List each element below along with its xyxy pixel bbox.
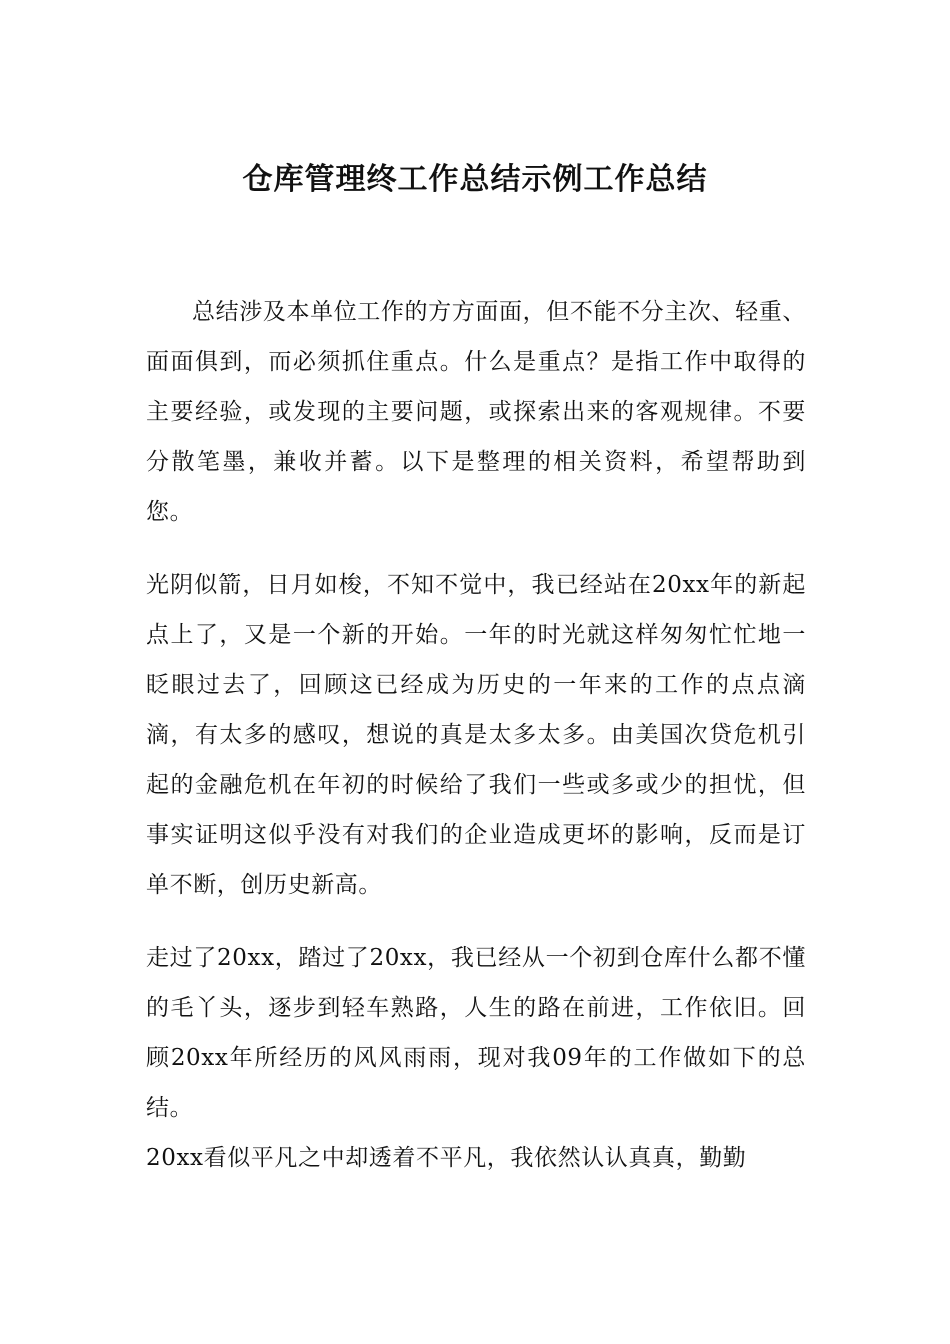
document-title: 仓库管理终工作总结示例工作总结 [242,162,708,197]
body-paragraph-1: 光阴似箭，日月如梭，不知不觉中，我已经站在20xx年的新起点上了，又是一个新的开始。一年的时光就这样匆匆忙忙地一眨眼过去了，回顾这已经成为历史的一年来的工作的点点滴滴，有太多的感叹，想说的真是太多太多。由美国次贷危机引起的金融危机在年初的时候给了我们一些或多或少的担忧，但事实证明这似乎没有对我们的企业造成更坏的影响，反而是订单不断，创历史新高。 [146,572,806,898]
intro-paragraph: 总结涉及本单位工作的方方面面，但不能不分主次、轻重、面面俱到，而必须抓住重点。什么是重点？是指工作中取得的主要经验，或发现的主要问题，或探索出来的客观规律。不要分散笔墨，兼收并蓄。以下是整理的相关资料，希望帮助到您。 [146,299,806,525]
body-paragraph-3: 20xx看似平凡之中却透着不平凡，我依然认认真真，勤勤 [146,1145,747,1171]
body-paragraph-2: 走过了20xx，踏过了20xx，我已经从一个初到仓库什么都不懂的毛丫头，逐步到轻车熟路，人生的路在前进，工作依旧。回顾20xx年所经历的风风雨雨，现对我09年的工作做如下的总结。 [146,945,806,1121]
